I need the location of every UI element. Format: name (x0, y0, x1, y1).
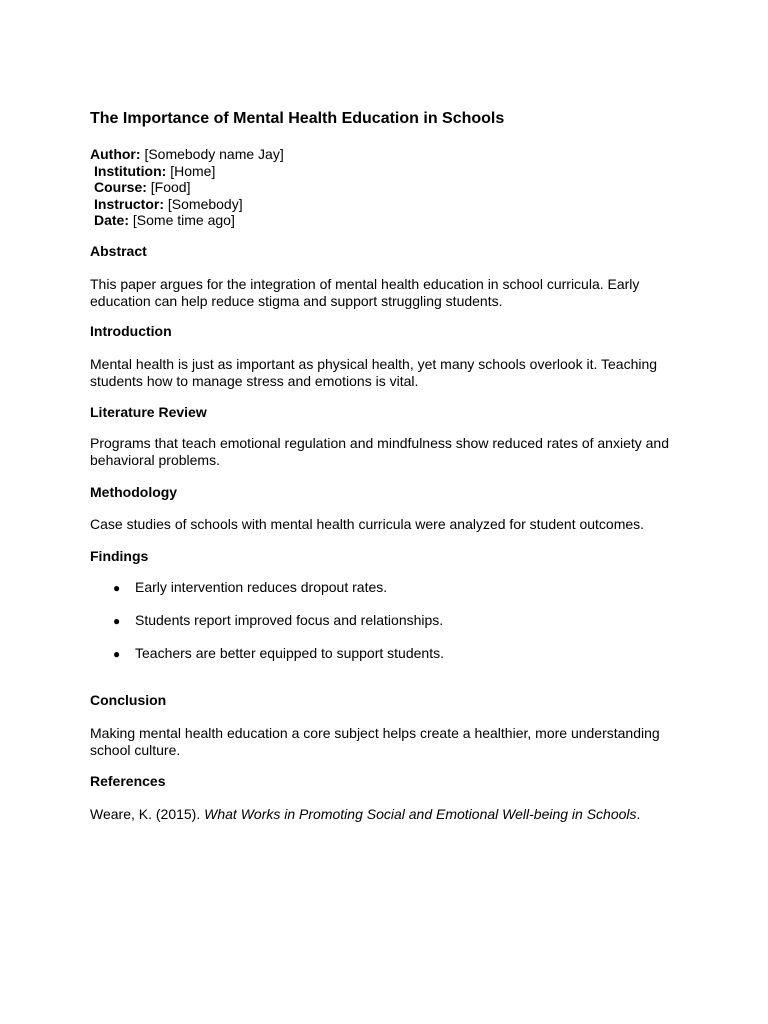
instructor-value: [Somebody] (167, 195, 243, 212)
author-line (90, 146, 284, 163)
findings-list-item (113, 645, 444, 661)
institution-label: Institution: (94, 162, 167, 179)
author-info-block (90, 146, 284, 229)
bullet-icon: ● (113, 614, 121, 628)
findings-list-item (113, 612, 443, 628)
instructor-line (90, 196, 284, 213)
course-value: [Food] (150, 179, 191, 195)
author-label: Author: (90, 146, 141, 162)
abstract-text: This paper argues for the integration of mental health education in school curricula. Early education can help reduce stigma and support struggling students. (90, 276, 640, 309)
reference-end: . (636, 806, 641, 822)
institution-value: [Home] (170, 162, 216, 179)
literature-review-heading: Literature Review (90, 404, 207, 420)
reference-work-title: What Works in Promoting Social and Emotional Well-being in Schools (204, 806, 637, 822)
course-line (90, 179, 284, 196)
methodology-heading: Methodology (90, 484, 178, 500)
course-label: Course: (94, 179, 147, 195)
conclusion-text: Making mental health education a core subject helps create a healthier, more understanding school culture. (90, 725, 660, 758)
bullet-icon: ● (113, 647, 121, 661)
findings-item-text: Early intervention reduces dropout rates. (135, 579, 388, 595)
abstract-heading: Abstract (90, 243, 147, 259)
date-value: [Some time ago] (132, 212, 235, 228)
document-title: The Importance of Mental Health Education in Schools (90, 110, 505, 127)
institution-line (90, 163, 284, 180)
literature-review-text: Programs that teach emotional regulation and mindfulness show reduced rates of anxiety and behavioral problems. (90, 435, 670, 468)
findings-heading: Findings (90, 548, 149, 564)
findings-item-text: Teachers are better equipped to support students. (135, 645, 444, 661)
author-value: [Somebody name Jay] (144, 146, 284, 162)
reference-author-year: Weare, K. (2015). (90, 806, 205, 822)
reference-entry (90, 806, 680, 823)
methodology-text: Case studies of schools with mental health curricula were analyzed for student outcomes. (90, 516, 645, 532)
introduction-heading: Introduction (90, 323, 172, 339)
date-line (90, 212, 284, 229)
conclusion-heading: Conclusion (90, 692, 167, 708)
bullet-icon: ● (113, 581, 121, 595)
findings-item-text: Students report improved focus and relationships. (135, 612, 444, 628)
date-label: Date: (94, 212, 130, 228)
findings-list-item (113, 579, 387, 595)
introduction-text: Mental health is just as important as physical health, yet many schools overlook it. Teaching students how to manage stress and emotions is vital. (90, 356, 658, 389)
references-heading: References (90, 773, 166, 789)
instructor-label: Instructor: (94, 195, 164, 212)
